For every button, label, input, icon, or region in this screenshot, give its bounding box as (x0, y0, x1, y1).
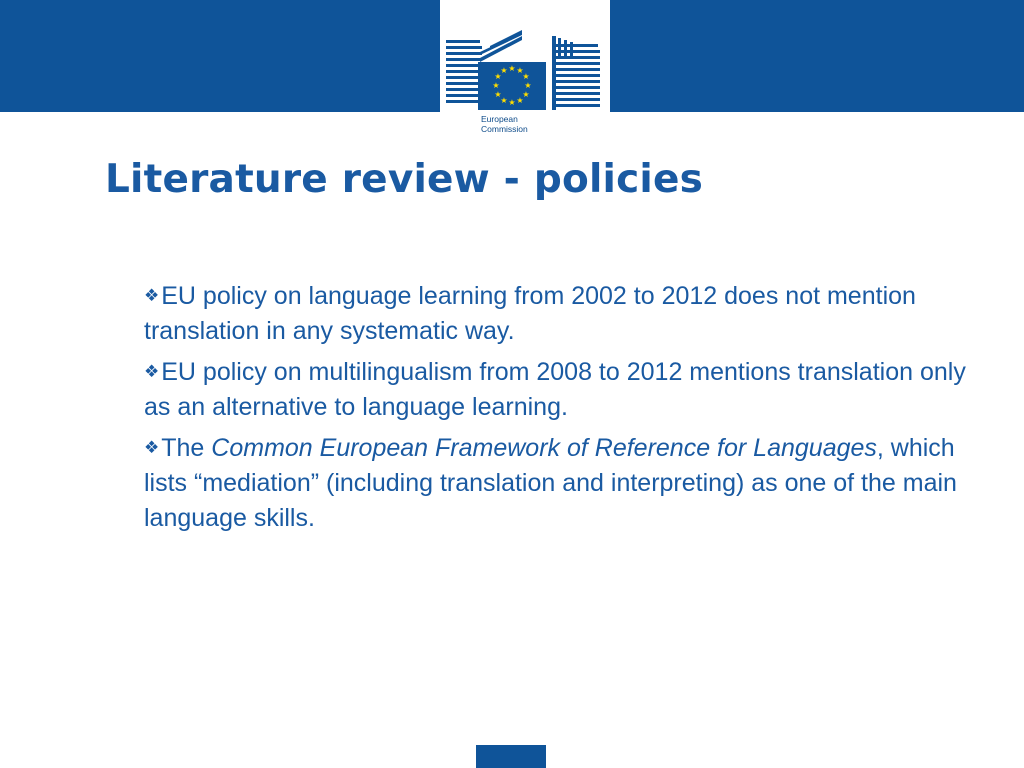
svg-text:★: ★ (508, 64, 516, 73)
svg-text:★: ★ (492, 81, 500, 90)
logo-wordmark (481, 114, 601, 134)
diamond-bullet-icon: ❖ (144, 286, 160, 305)
slide-title: Literature review - policies (105, 157, 704, 202)
diamond-bullet-icon: ❖ (144, 438, 160, 457)
svg-text:★: ★ (524, 81, 532, 90)
bullet-item (144, 430, 994, 536)
bullet-text-suffix: , which lists “mediation” (including translation and interpreting) as one of the main language skills. (144, 434, 957, 532)
bullet-list (144, 278, 994, 541)
footer-tab (476, 745, 546, 768)
svg-text:★: ★ (500, 96, 508, 105)
svg-text:★: ★ (500, 66, 508, 75)
bullet-text-prefix: The (161, 434, 212, 462)
bullet-text: EU policy on multilingualism from 2008 to 2012 mentions translation only as an alternative to language learning. (144, 358, 966, 421)
diamond-bullet-icon: ❖ (144, 362, 160, 381)
bullet-text: EU policy on language learning from 2002 to 2012 does not mention translation in any systematic way. (144, 282, 916, 345)
svg-text:★: ★ (516, 96, 524, 105)
logo-text-line1: European (481, 114, 518, 124)
svg-text:★: ★ (516, 66, 524, 75)
svg-text:★: ★ (508, 98, 516, 107)
european-commission-logo (440, 0, 610, 144)
svg-text:★: ★ (522, 90, 530, 99)
svg-text:★: ★ (494, 72, 502, 81)
bullet-item (144, 278, 994, 349)
bullet-item (144, 354, 994, 425)
bullet-text-emphasis: Common European Framework of Reference for Languages (211, 434, 877, 462)
svg-text:★: ★ (522, 72, 530, 81)
logo-text-line2: Commission (481, 124, 528, 134)
berlaymont-building-icon (440, 0, 610, 112)
svg-text:★: ★ (494, 90, 502, 99)
